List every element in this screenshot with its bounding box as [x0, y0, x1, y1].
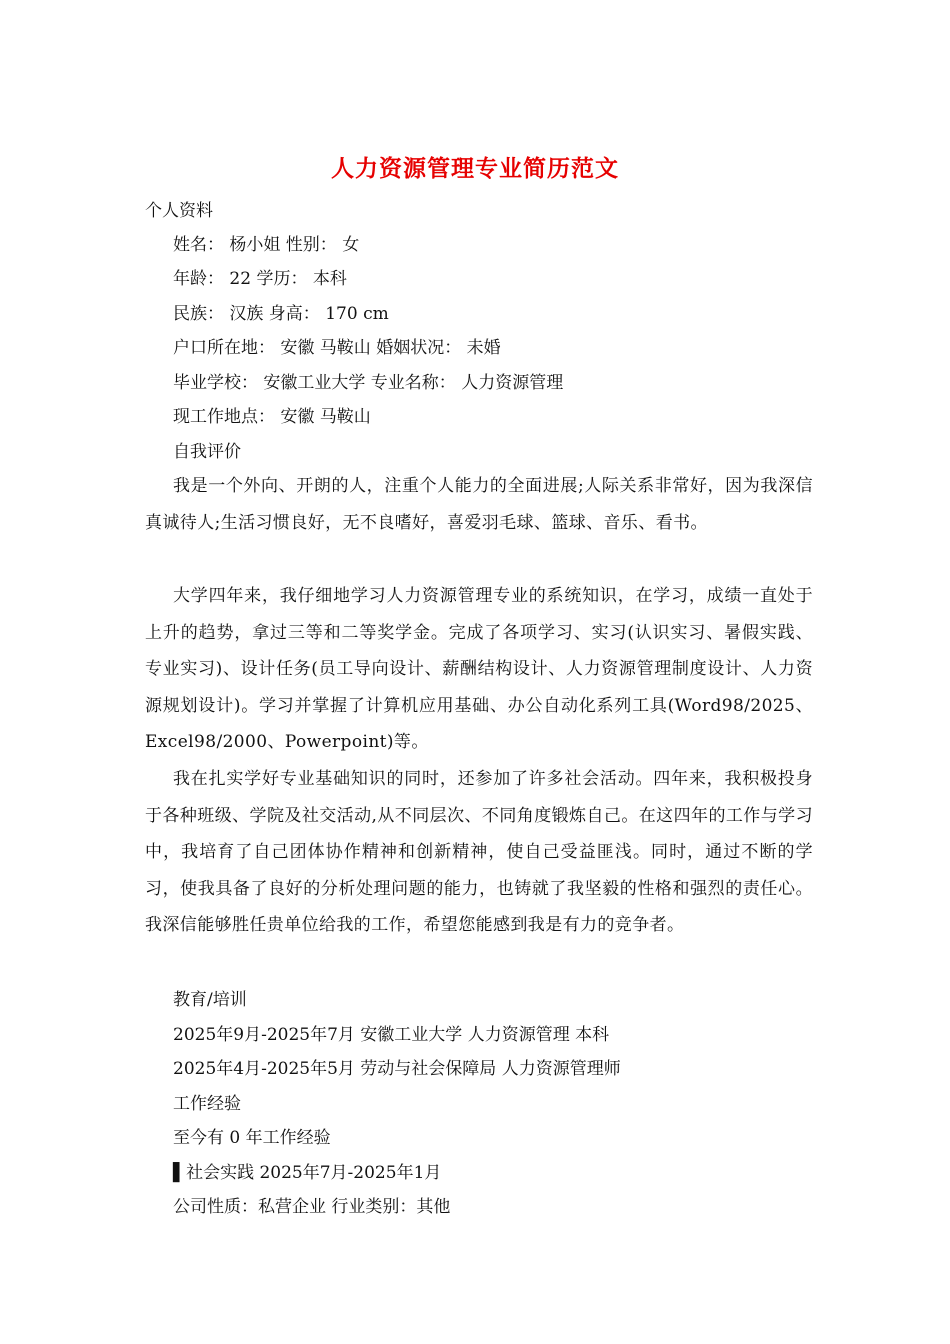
section-heading-self-eval: 自我评价 — [173, 442, 241, 462]
personal-hukou-line: 户口所在地： 安徽 马鞍山 婚姻状况： 未婚 — [173, 338, 501, 358]
personal-age-line: 年龄： 22 学历： 本科 — [173, 269, 347, 289]
personal-workplace-line: 现工作地点： 安徽 马鞍山 — [173, 407, 371, 427]
personal-school-line: 毕业学校： 安徽工业大学 专业名称： 人力资源管理 — [173, 373, 564, 393]
education-item: 2025年9月-2025年7月 安徽工业大学 人力资源管理 本科 — [173, 1025, 610, 1045]
self-eval-paragraph: 我在扎实学好专业基础知识的同时，还参加了许多社会活动。四年来，我积极投身于各种班级、学院及社交活动,从不同层次、不同角度锻炼自己。在这四年的工作与学习中，我培育了自己团体协作精神和创新精神，使自己受益匪浅。同时，通过不断的学习，使我具备了良好的分析处理问题的能力，也铸就了我坚毅的性格和强烈的责任心。我深信能够胜任贵单位给我的工作，希望您能感到我是有力的竞争者。 — [145, 769, 813, 936]
section-heading-personal: 个人资料 — [145, 201, 213, 221]
work-entry-title: ▌社会实践 2025年7月-2025年1月 — [173, 1163, 442, 1183]
personal-name-line: 姓名： 杨小姐 性别： 女 — [173, 235, 360, 255]
work-entry-detail: 公司性质：私营企业 行业类别：其他 — [173, 1197, 451, 1217]
work-summary: 至今有 0 年工作经验 — [173, 1128, 331, 1148]
self-eval-paragraph: 大学四年来，我仔细地学习人力资源管理专业的系统知识，在学习，成绩一直处于上升的趋势，拿过三等和二等奖学金。完成了各项学习、实习(认识实习、暑假实践、专业实习)、设计任务(员工导向设计、薪酬结构设计、人力资源管理制度设计、人力资源规划设计)。学习并掌握了计算机应用基础、办公自动化系列工具(Word98/2025、Excel98/2000、Powerpoint)等。 — [145, 586, 813, 753]
section-heading-education: 教育/培训 — [173, 990, 247, 1010]
document-title: 人力资源管理专业简历范文 — [331, 155, 619, 182]
self-eval-paragraph: 我是一个外向、开朗的人，注重个人能力的全面进展;人际关系非常好，因为我深信真诚待人;生活习惯良好，无不良嗜好，喜爱羽毛球、篮球、音乐、看书。 — [145, 476, 813, 533]
personal-ethnic-line: 民族： 汉族 身高： 170 cm — [173, 304, 389, 324]
section-heading-work: 工作经验 — [173, 1094, 241, 1114]
education-item: 2025年4月-2025年5月 劳动与社会保障局 人力资源管理师 — [173, 1059, 621, 1079]
